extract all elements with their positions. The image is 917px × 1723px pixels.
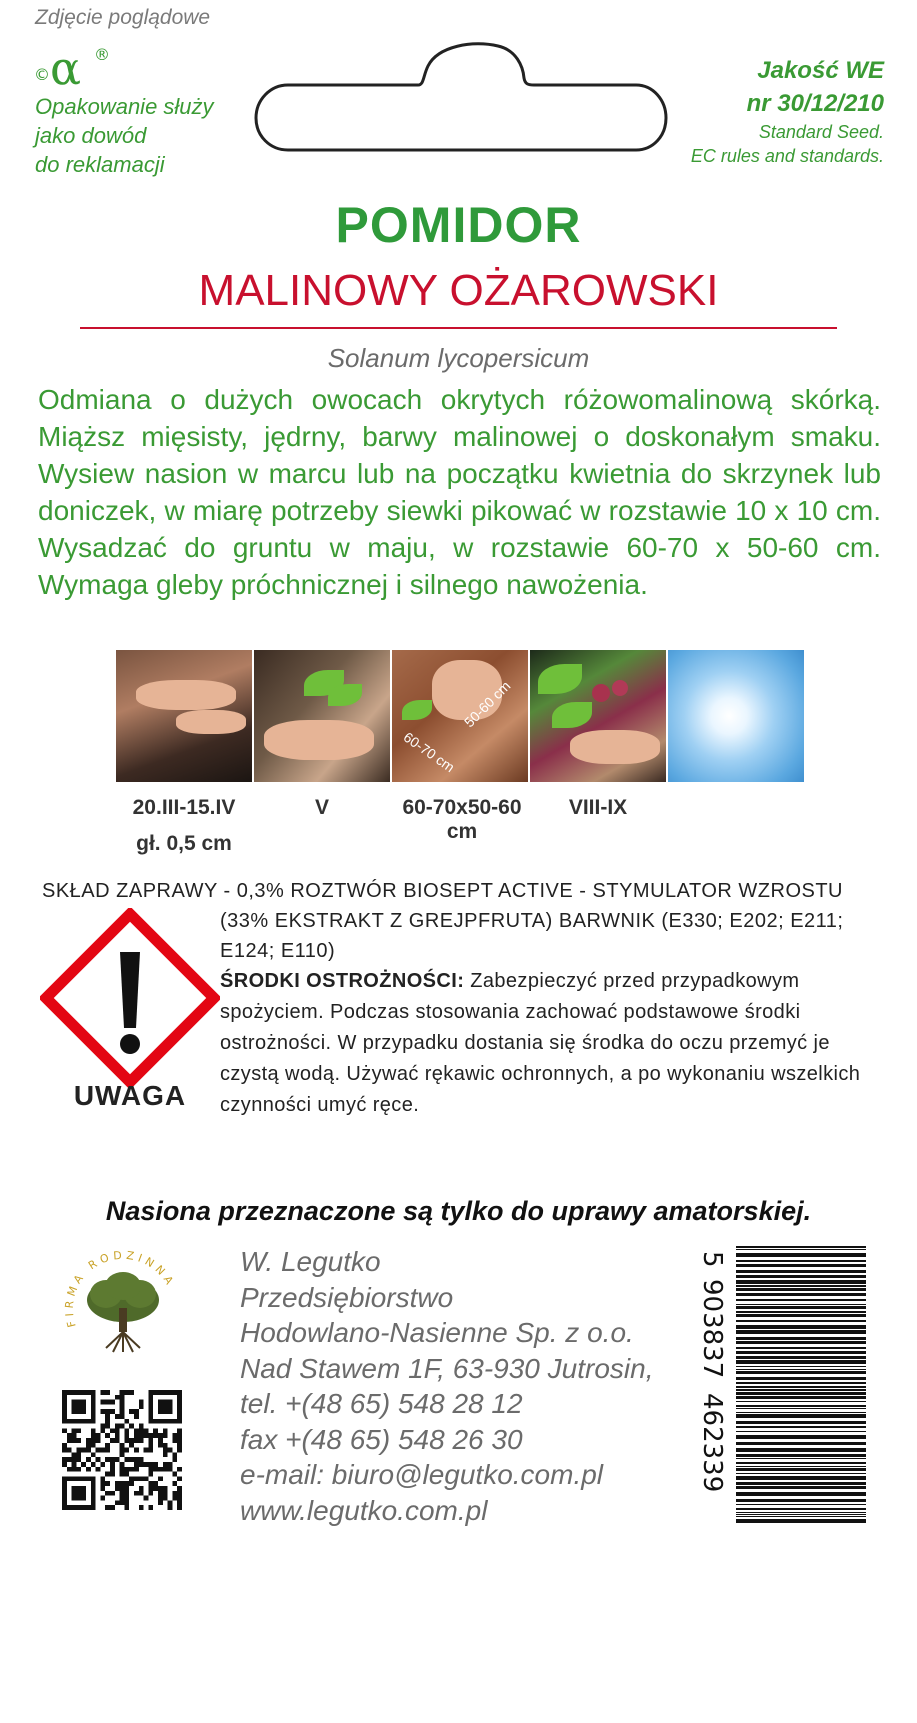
alpha-logo — [34, 44, 124, 92]
hang-hole-outline — [248, 38, 675, 158]
safety-precautions — [220, 966, 882, 1121]
cultivation-photos — [116, 650, 806, 782]
exclamation-diamond-icon — [40, 908, 220, 1088]
title-divider — [80, 327, 837, 329]
alpha-letter: α — [50, 44, 82, 92]
packaging-note: Opakowanie służy jako dowód do reklamacji — [35, 94, 214, 177]
barcode-digits — [694, 1243, 734, 1513]
photo-disclaimer: Zdjęcie poglądowe — [35, 6, 211, 29]
precautions-label: ŚRODKI OSTROŻNOŚCI: — [220, 970, 465, 992]
qr-code — [62, 1390, 182, 1510]
quality-standard: Standard Seed. EC rules and standards. — [690, 122, 884, 166]
sowing-photo — [116, 650, 252, 782]
planting-photo — [392, 650, 528, 782]
company-contact: W. Legutko Przedsiębiorstwo Hodowlano-Nasienne Sp. z o.o. Nad Stawem 1F, 63-930 Jutrosin, tel. +(48 65) 548 28 12 fax +(48 65) 548 26 30 e-mail: biuro@legutko.com.pl www.legutko.com.pl — [240, 1246, 654, 1526]
amateur-use-note: Nasiona przeznaczone są tylko do uprawy amatorskiej. — [105, 1196, 812, 1226]
row-spacing-label: 50-60 cm — [460, 677, 514, 731]
spacing-caption: 60-70x50-60 cm — [402, 796, 522, 843]
harvest-photo — [530, 650, 666, 782]
product-name: POMIDOR — [335, 197, 582, 253]
warning-word: UWAGA — [73, 1080, 187, 1111]
family-company-logo — [58, 1248, 188, 1358]
quality-title: Jakość WE nr 30/12/210 — [746, 57, 884, 117]
sun-photo — [668, 650, 804, 782]
variety-name: MALINOWY OŻAROWSKI — [198, 266, 719, 315]
sowing-depth-caption: gł. 0,5 cm — [136, 832, 232, 855]
seedling-photo — [254, 650, 390, 782]
registered-mark: ® — [94, 45, 110, 64]
plant-spacing-label: 60-70 cm — [400, 728, 458, 776]
barcode-digits-end: 462339 — [697, 1393, 727, 1493]
harvest-caption: VIII-IX — [568, 796, 628, 819]
planting-month-caption: V — [314, 796, 329, 819]
sowing-date-caption: 20.III-15.IV — [132, 796, 236, 819]
copyright-mark: © — [34, 65, 50, 84]
seed-dressing-composition-cont: (33% EKSTRAKT Z GREJPFRUTA) BARWNIK (E330; E202; E211; E124; E110) — [220, 910, 844, 962]
barcode-digits-mid: 903837 — [697, 1279, 727, 1379]
latin-name: Solanum lycopersicum — [327, 343, 590, 373]
family-logo-text: FIRMA RODZINNA — [62, 1248, 178, 1329]
seed-dressing-composition: SKŁAD ZAPRAWY - 0,3% ROZTWÓR BIOSEPT ACTIVE - STYMULATOR WZROSTU — [42, 880, 843, 902]
product-description: Odmiana o dużych owocach okrytych różowomalinową skórką. Miąższ mięsisty, jędrny, barwy malinowej o doskonałym smaku. Wysiew nasion w marcu lub na początku kwietnia do skrzynek lub doniczek, w miarę potrzeby siewki pikować w rozstawie 10 x 10 cm. Wysadzać do gruntu w maju, w rozstawie 60-70 x 50-60 cm. Wymaga gleby próchnicznej i silnego nawożenia. — [38, 384, 881, 600]
barcode-digit-first: 5 — [697, 1251, 727, 1268]
precautions-text: Zabezpieczyć przed przypadkowym spożyciem. Podczas stosowania zachować podstawowe środki ostrożności. W przypadku dostania się środka do oczu przemyć je czystą wodą. Używać rękawic ochronnych, a po wykonaniu wszelkich czynności umyć ręce. — [220, 970, 861, 1116]
